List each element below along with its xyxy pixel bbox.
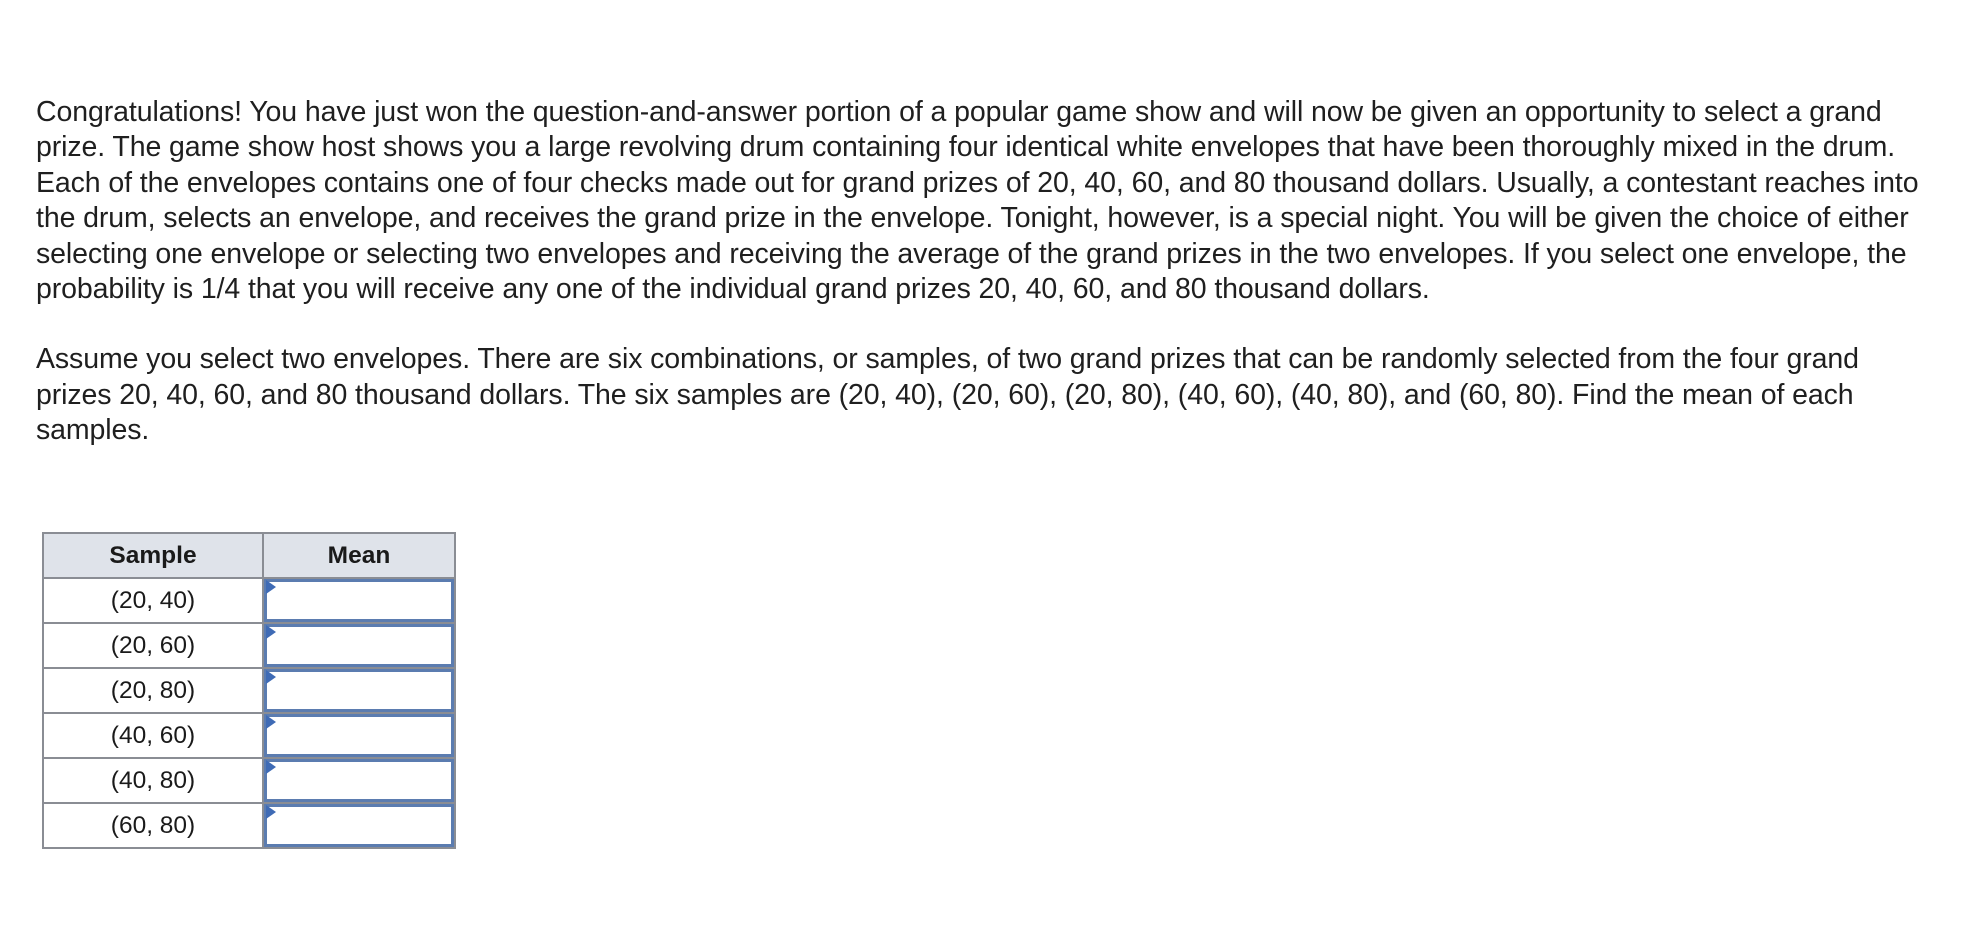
mean-input[interactable] [264, 669, 454, 712]
problem-text [36, 95, 1936, 449]
sample-cell: (60, 80) [43, 803, 263, 848]
sample-mean-table [42, 532, 456, 849]
problem-paragraph-intro: Congratulations! You have just won the question-and-answer portion of a popular game show and will now be given an opportunity to select a grand prize. The game show host shows you a large revolving drum containing four identical white envelopes that have been thoroughly mixed in the drum. Each of the envelopes contains one of four checks made out for grand prizes of 20, 40, 60, and 80 thousand dollars. Usually, a contestant reaches into the drum, selects an envelope, and receives the grand prize in the envelope. Tonight, however, is a special night. You will be given the choice of either selecting one envelope or selecting two envelopes and receiving the average of the grand prizes in the two envelopes. If you select one envelope, the probability is 1/4 that you will receive any one of the individual grand prizes 20, 40, 60, and 80 thousand dollars. [36, 96, 1919, 306]
mean-cell [263, 803, 455, 848]
table-row [43, 578, 455, 623]
mean-column-header: Mean [263, 533, 455, 578]
mean-cell [263, 623, 455, 668]
sample-cell: (40, 60) [43, 713, 263, 758]
table-row [43, 668, 455, 713]
mean-input[interactable] [264, 714, 454, 757]
table-row [43, 803, 455, 848]
mean-cell [263, 578, 455, 623]
sample-cell: (20, 40) [43, 578, 263, 623]
table-row [43, 713, 455, 758]
mean-input[interactable] [264, 759, 454, 802]
mean-input[interactable] [264, 624, 454, 667]
table-header-row [43, 533, 455, 578]
mean-cell [263, 713, 455, 758]
sample-cell: (20, 60) [43, 623, 263, 668]
sample-cell: (20, 80) [43, 668, 263, 713]
sample-mean-table-container [42, 532, 456, 849]
table-row [43, 623, 455, 668]
sample-cell: (40, 80) [43, 758, 263, 803]
table-row [43, 758, 455, 803]
mean-input[interactable] [264, 804, 454, 847]
mean-cell [263, 758, 455, 803]
problem-paragraph-instructions: Assume you select two envelopes. There are six combinations, or samples, of two grand prizes that can be randomly selected from the four grand prizes 20, 40, 60, and 80 thousand dollars. The six samples are (20, 40), (20, 60), (20, 80), (40, 60), (40, 80), and (60, 80). Find the mean of each samples. [36, 343, 1859, 447]
mean-input[interactable] [264, 579, 454, 622]
mean-cell [263, 668, 455, 713]
sample-column-header: Sample [43, 533, 263, 578]
